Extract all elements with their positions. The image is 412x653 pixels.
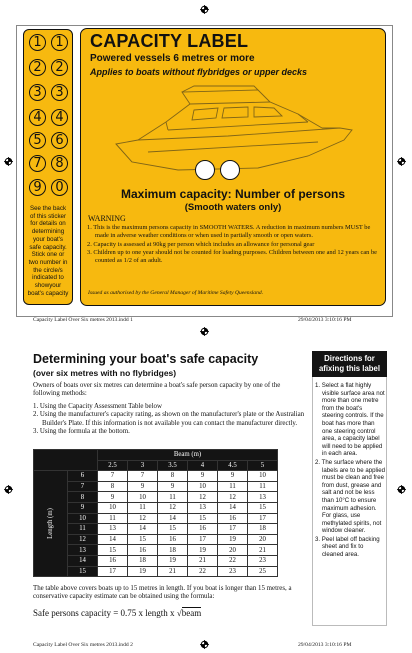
table-corner (34, 450, 98, 471)
direction-item: 3. Peel label off backing sheet and fix to cleaned area. (315, 535, 380, 559)
direction-item: 2. The surface where the labels are to be applied must be clean and free from dust, grease and salt and not be less than 10°C to ensure maximum adhesion. For glass, use methylated spirits, not window cleaner. (315, 458, 386, 535)
number-circle: 4 (51, 109, 68, 126)
length-value: 12 (68, 534, 98, 545)
capacity-cell: 17 (98, 566, 128, 577)
capacity-cell: 10 (248, 471, 278, 482)
capacity-cell: 15 (188, 513, 218, 524)
registration-mark (4, 157, 13, 166)
beam-value: 5 (248, 460, 278, 471)
capacity-cell: 9 (218, 471, 248, 482)
directions-list (315, 382, 385, 559)
capacity-formula (33, 608, 201, 618)
capacity-cell: 17 (188, 534, 218, 545)
capacity-cell: 22 (188, 566, 218, 577)
length-value: 9 (68, 502, 98, 513)
method-list (33, 403, 305, 437)
capacity-cell: 23 (218, 566, 248, 577)
capacity-cell: 18 (158, 545, 188, 556)
warning-list (87, 224, 383, 265)
length-value: 8 (68, 492, 98, 503)
capacity-cell: 10 (128, 492, 158, 503)
registration-mark (397, 485, 406, 494)
capacity-cell: 15 (128, 534, 158, 545)
warning-item: 3. Children up to one year should not be counted for loading purposes. Children between one and 12 years can be counted as 1/2 of an adult. (87, 248, 377, 265)
print-slug-date: 29/04/2013 3:10:16 PM (298, 642, 352, 648)
table-row (34, 555, 278, 566)
table-row (34, 524, 278, 535)
capacity-cell: 8 (158, 471, 188, 482)
length-value: 13 (68, 545, 98, 556)
formula-beam: beam (181, 608, 202, 618)
capacity-cell: 15 (98, 545, 128, 556)
label-subtitle: Powered vessels 6 metres or more (90, 53, 255, 64)
label-applies-note: Applies to boats without flybridges or upper decks (90, 67, 308, 77)
capacity-cell: 21 (248, 545, 278, 556)
capacity-cell: 20 (248, 534, 278, 545)
number-circle: 2 (29, 59, 46, 76)
capacity-cell: 7 (128, 471, 158, 482)
max-capacity-heading: Maximum capacity: Number of persons (120, 187, 346, 201)
beam-value: 3 (128, 460, 158, 471)
beam-value: 4 (188, 460, 218, 471)
print-slug-date: 29/04/2013 3:10:16 PM (298, 317, 352, 323)
registration-mark (200, 327, 209, 336)
capacity-cell: 19 (158, 555, 188, 566)
number-circle: 6 (51, 132, 68, 149)
capacity-cell: 10 (188, 481, 218, 492)
intro-paragraph: Owners of boats over six metres can determine a boat's safe person capacity by one of the following methods: (33, 382, 281, 398)
table-row (34, 545, 278, 556)
capacity-cell: 21 (158, 566, 188, 577)
formula-text: Safe persons capacity = 0.75 x length x (33, 608, 177, 618)
method-item: 2. Using the manufacturer's capacity rating, as shown on the manufacturer's plate or the Australian Builder's Plate. If this information is not available you can contact the manufacturer directly. (33, 411, 305, 427)
number-circle: 8 (51, 155, 68, 172)
capacity-cell: 9 (98, 492, 128, 503)
direction-item: 1. Select a flat highly visible surface area not more than one metre from the boat's steering controls. If the boat has more than one steering control area, a capacity label will need to be applied in each area. (315, 382, 385, 458)
number-circle: 0 (51, 179, 68, 196)
capacity-cell: 19 (218, 534, 248, 545)
length-label-text: Length (m) (47, 508, 54, 540)
table-row (34, 471, 278, 482)
capacity-cell: 16 (188, 524, 218, 535)
section-subtitle: (over six metres with no flybridges) (33, 368, 177, 378)
capacity-cell: 14 (218, 502, 248, 513)
capacity-cell: 15 (158, 524, 188, 535)
capacity-cell: 11 (158, 492, 188, 503)
capacity-cell: 22 (218, 555, 248, 566)
print-slug-file: Capacity Label Over Six metres 2013.indd 2 (33, 642, 133, 648)
table-row (34, 534, 278, 545)
capacity-cell: 15 (248, 502, 278, 513)
issued-by-note: Issued as authorised by the General Manager of Maritime Safety Queensland. (88, 290, 264, 296)
length-value: 15 (68, 566, 98, 577)
print-slug-file: Capacity Label Over Six metres 2013.indd 1 (33, 317, 133, 323)
number-circle: 2 (51, 59, 68, 76)
capacity-cell: 9 (128, 481, 158, 492)
table-note: The table above covers boats up to 15 metres in length. If you boat is longer than 15 metres, a conservative capacity estimate can be obtained using the formula: (33, 585, 292, 601)
capacity-cell: 13 (248, 492, 278, 503)
number-circle: 7 (29, 155, 46, 172)
capacity-cell: 12 (218, 492, 248, 503)
capacity-cell: 12 (188, 492, 218, 503)
capacity-cell: 23 (248, 555, 278, 566)
number-circle: 4 (29, 109, 46, 126)
warning-item: 1. This is the maximum persons capacity in SMOOTH WATERS. A reduction in maximum numbers MUST be made in adverse weather conditions or when used in partially smooth or open waters. (87, 224, 371, 240)
section-title: Determining your boat's safe capacity (33, 352, 259, 366)
capacity-cell: 9 (158, 481, 188, 492)
capacity-cell: 12 (158, 502, 188, 513)
capacity-cell: 18 (128, 555, 158, 566)
registration-mark (200, 640, 209, 649)
length-value: 14 (68, 555, 98, 566)
capacity-cell: 17 (218, 524, 248, 535)
table-row (34, 502, 278, 513)
capacity-cell: 25 (248, 566, 278, 577)
length-value: 11 (68, 524, 98, 535)
capacity-cell: 14 (158, 513, 188, 524)
capacity-cell: 10 (98, 502, 128, 513)
beam-value: 2.5 (98, 460, 128, 471)
smooth-waters-note: (Smooth waters only) (184, 202, 282, 213)
capacity-cell: 18 (248, 524, 278, 535)
capacity-assessment-table (33, 449, 278, 577)
capacity-cell: 13 (98, 524, 128, 535)
directions-title: Directions for afixing this label (312, 351, 387, 377)
table-row (34, 566, 278, 577)
capacity-cell: 7 (98, 471, 128, 482)
beam-header: Beam (m) (98, 450, 278, 461)
capacity-cell: 21 (188, 555, 218, 566)
beam-value: 4.5 (218, 460, 248, 471)
warning-item: 2. Capacity is assessed at 90kg per person which includes an allowance for personal gear (87, 240, 315, 248)
capacity-cell: 19 (188, 545, 218, 556)
sqrt-symbol: √ (176, 608, 182, 618)
capacity-cell: 16 (98, 555, 128, 566)
capacity-cell: 11 (248, 481, 278, 492)
method-item: 1. Using the Capacity Assessment Table below (33, 403, 162, 410)
capacity-cell: 13 (188, 502, 218, 513)
capacity-cell: 11 (98, 513, 128, 524)
capacity-cell: 11 (128, 502, 158, 513)
number-circle: 3 (29, 84, 46, 101)
capacity-cell: 12 (128, 513, 158, 524)
length-value: 7 (68, 481, 98, 492)
sidebar-instructions: See the back of this sticker for details on determining your boat's safe capacity. Stick one or two number in the circle/s indicated to showyour boat's capacity (27, 205, 69, 297)
capacity-cell: 17 (248, 513, 278, 524)
number-circle: 1 (51, 34, 68, 51)
table-row (34, 481, 278, 492)
capacity-cell: 16 (218, 513, 248, 524)
registration-mark (397, 157, 406, 166)
length-axis-label (34, 471, 68, 577)
label-title: CAPACITY LABEL (90, 31, 249, 51)
capacity-digit-hole (220, 160, 240, 180)
beam-value: 3.5 (158, 460, 188, 471)
capacity-cell: 19 (128, 566, 158, 577)
capacity-cell: 14 (128, 524, 158, 535)
registration-mark (4, 485, 13, 494)
capacity-digit-hole (195, 160, 215, 180)
method-item: 3. Using the formula at the bottom. (33, 428, 130, 436)
number-circle: 9 (29, 179, 46, 196)
table-row (34, 492, 278, 503)
number-circle: 3 (51, 84, 68, 101)
capacity-cell: 9 (188, 471, 218, 482)
table-row (34, 513, 278, 524)
capacity-cell: 16 (128, 545, 158, 556)
length-value: 6 (68, 471, 98, 482)
number-circle: 5 (29, 132, 46, 149)
length-value: 10 (68, 513, 98, 524)
number-circle: 1 (29, 34, 46, 51)
registration-mark (200, 5, 209, 14)
capacity-cell: 16 (158, 534, 188, 545)
capacity-cell: 8 (98, 481, 128, 492)
capacity-cell: 11 (218, 481, 248, 492)
warning-heading: WARNING (88, 214, 126, 223)
capacity-cell: 14 (98, 534, 128, 545)
capacity-cell: 20 (218, 545, 248, 556)
